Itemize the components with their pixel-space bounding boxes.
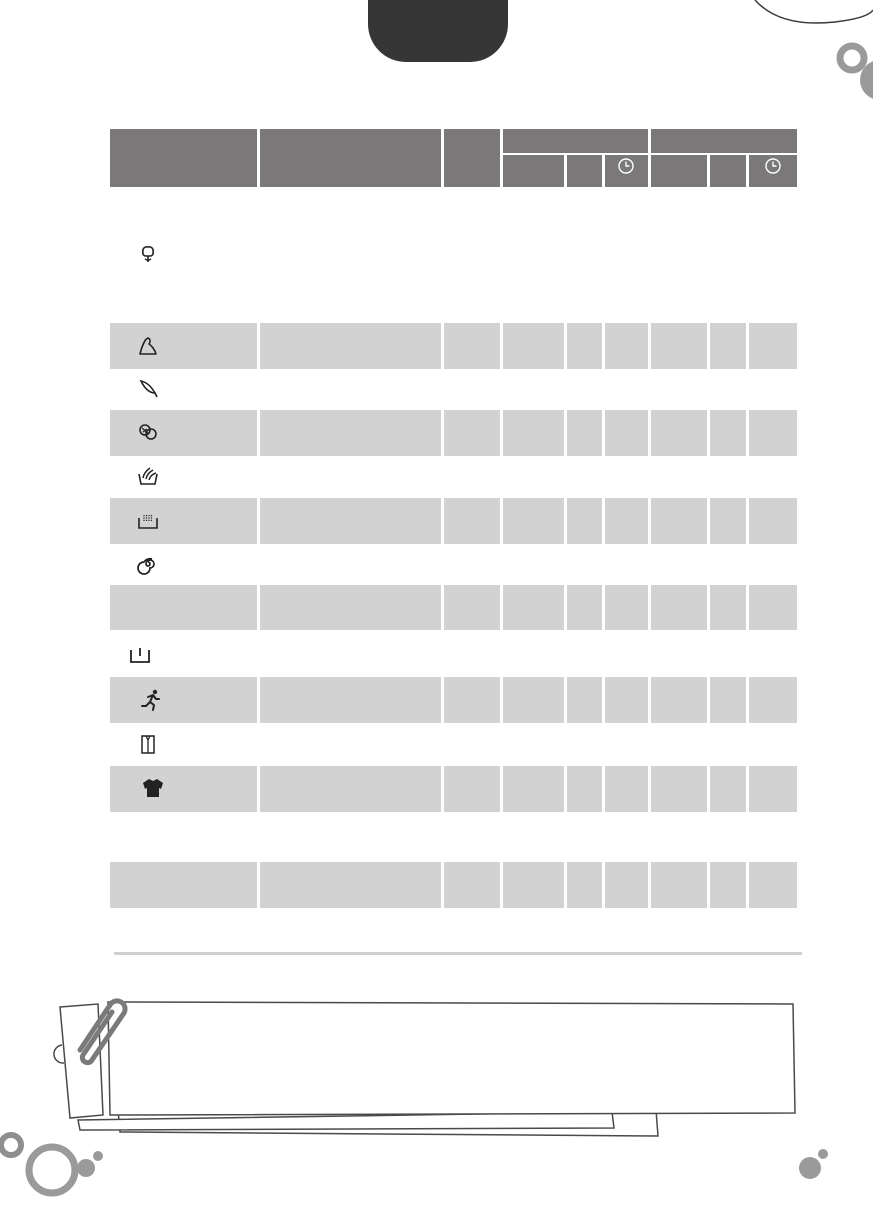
table-cell — [503, 862, 564, 908]
divider — [114, 952, 802, 955]
synthetic-triangle-icon — [134, 332, 162, 360]
table-cell — [651, 410, 707, 456]
table-cell — [503, 766, 564, 812]
table-cell — [503, 677, 564, 723]
table-cell — [605, 766, 648, 812]
table-cell — [710, 498, 746, 544]
drain-tub-icon — [126, 640, 154, 668]
table-cell — [567, 498, 602, 544]
spin-spiral-icon — [134, 550, 162, 578]
table-cell — [110, 410, 257, 456]
feather-delicate-icon — [134, 374, 162, 402]
table-cell — [444, 410, 500, 456]
header-group-a — [503, 129, 648, 153]
header-load-column — [444, 129, 500, 187]
table-cell — [651, 585, 707, 630]
header-b-sub-1 — [651, 155, 707, 187]
table-cell — [444, 766, 500, 812]
table-cell — [710, 862, 746, 908]
table-cell — [110, 323, 257, 369]
table-cell — [749, 498, 797, 544]
page-edge-decoration — [740, 0, 873, 110]
table-cell — [710, 766, 746, 812]
cotton-flower-icon — [134, 240, 162, 268]
table-cell — [260, 677, 441, 723]
header-a-sub-3 — [605, 155, 648, 187]
table-cell — [260, 585, 441, 630]
table-cell — [444, 585, 500, 630]
table-cell — [110, 677, 257, 723]
table-cell — [605, 862, 648, 908]
table-cell — [651, 766, 707, 812]
table-row — [110, 677, 797, 723]
table-cell — [749, 862, 797, 908]
table-cell — [749, 585, 797, 630]
table-cell — [444, 498, 500, 544]
table-cell — [651, 323, 707, 369]
table-cell — [651, 862, 707, 908]
table-cell — [567, 766, 602, 812]
table-cell — [110, 862, 257, 908]
table-cell — [567, 585, 602, 630]
table-cell — [260, 498, 441, 544]
header-group-b — [651, 129, 797, 153]
table-cell — [260, 766, 441, 812]
table-cell — [567, 862, 602, 908]
header-b-sub-3 — [749, 155, 797, 187]
wool-yarn-icon — [134, 418, 162, 446]
table-cell — [605, 677, 648, 723]
table-cell — [503, 410, 564, 456]
table-cell — [567, 677, 602, 723]
rinse-basin-icon — [134, 506, 162, 534]
header-fabric-column — [260, 129, 441, 187]
header-b-sub-2 — [710, 155, 746, 187]
header-a-sub-1 — [503, 155, 564, 187]
header-program-column — [110, 129, 257, 187]
table-cell — [605, 323, 648, 369]
table-cell — [503, 498, 564, 544]
table-cell — [710, 677, 746, 723]
table-cell — [605, 410, 648, 456]
table-cell — [605, 498, 648, 544]
table-cell — [651, 677, 707, 723]
table-cell — [567, 410, 602, 456]
clock-icon — [764, 157, 782, 180]
table-row — [110, 498, 797, 544]
sport-runner-icon — [137, 686, 165, 714]
table-cell — [503, 585, 564, 630]
shirt-outline-icon — [134, 730, 162, 758]
table-cell — [710, 585, 746, 630]
hand-wash-icon — [134, 462, 162, 490]
table-cell — [749, 766, 797, 812]
table-cell — [444, 323, 500, 369]
dark-garment-icon — [139, 774, 167, 802]
table-cell — [503, 323, 564, 369]
table-cell — [110, 585, 257, 630]
table-row — [110, 410, 797, 456]
table-cell — [749, 323, 797, 369]
table-cell — [605, 585, 648, 630]
page-number-tab — [368, 0, 508, 62]
table-row — [110, 323, 797, 369]
table-cell — [444, 677, 500, 723]
table-row — [110, 766, 797, 812]
header-a-sub-2 — [567, 155, 602, 187]
table-cell — [110, 766, 257, 812]
table-cell — [710, 323, 746, 369]
note-box — [0, 980, 873, 1225]
table-cell — [260, 323, 441, 369]
table-cell — [749, 677, 797, 723]
table-row — [110, 862, 797, 908]
table-cell — [260, 410, 441, 456]
table-row — [110, 585, 797, 630]
table-cell — [710, 410, 746, 456]
table-cell — [749, 410, 797, 456]
table-cell — [651, 498, 707, 544]
table-cell — [567, 323, 602, 369]
table-cell — [444, 862, 500, 908]
clock-icon — [617, 157, 635, 180]
table-cell — [110, 498, 257, 544]
table-cell — [260, 862, 441, 908]
